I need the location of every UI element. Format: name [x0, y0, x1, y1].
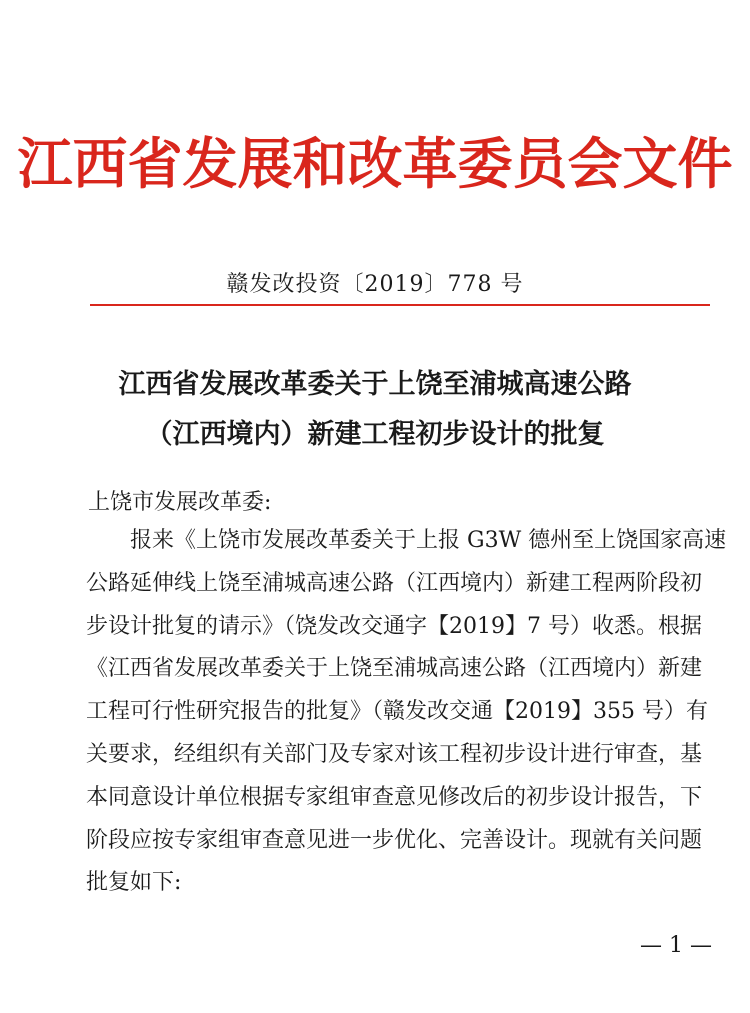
body-line: 工程可行性研究报告的批复》（赣发改交通【2019】355 号）有	[86, 699, 708, 725]
body-line: 阶段应按专家组审查意见进一步优化、完善设计。现就有关问题	[86, 827, 703, 853]
body-line: 步设计批复的请示》（饶发改交通字【2019】7 号）收悉。根据	[86, 613, 702, 639]
title-line-1: 江西省发展改革委关于上饶至浦城高速公路	[118, 369, 632, 400]
body-line: 公路延伸线上饶至浦城高速公路（江西境内）新建工程两阶段初	[86, 570, 703, 596]
body-paragraph	[86, 520, 726, 905]
issuer-masthead: 江西省发展和改革委员会文件	[17, 131, 733, 196]
page-number: — 1 —	[640, 933, 712, 958]
body-line: 批复如下:	[86, 870, 182, 896]
body-line: 本同意设计单位根据专家组审查意见修改后的初步设计报告，下	[86, 784, 703, 810]
body-line: 《江西省发展改革委关于上饶至浦城高速公路（江西境内）新建	[86, 656, 703, 682]
title-line-2: （江西境内）新建工程初步设计的批复	[145, 419, 605, 450]
document-number: 赣发改投资〔2019〕778 号	[226, 272, 524, 297]
recipient-salutation: 上饶市发展改革委:	[88, 490, 272, 515]
body-line: 报来《上饶市发展改革委关于上报 G3W 德州至上饶国家高速	[130, 528, 726, 553]
red-separator-line	[90, 304, 710, 306]
document-title	[0, 360, 750, 460]
body-line: 关要求，经组织有关部门及专家对该工程初步设计进行审查，基	[86, 741, 703, 767]
